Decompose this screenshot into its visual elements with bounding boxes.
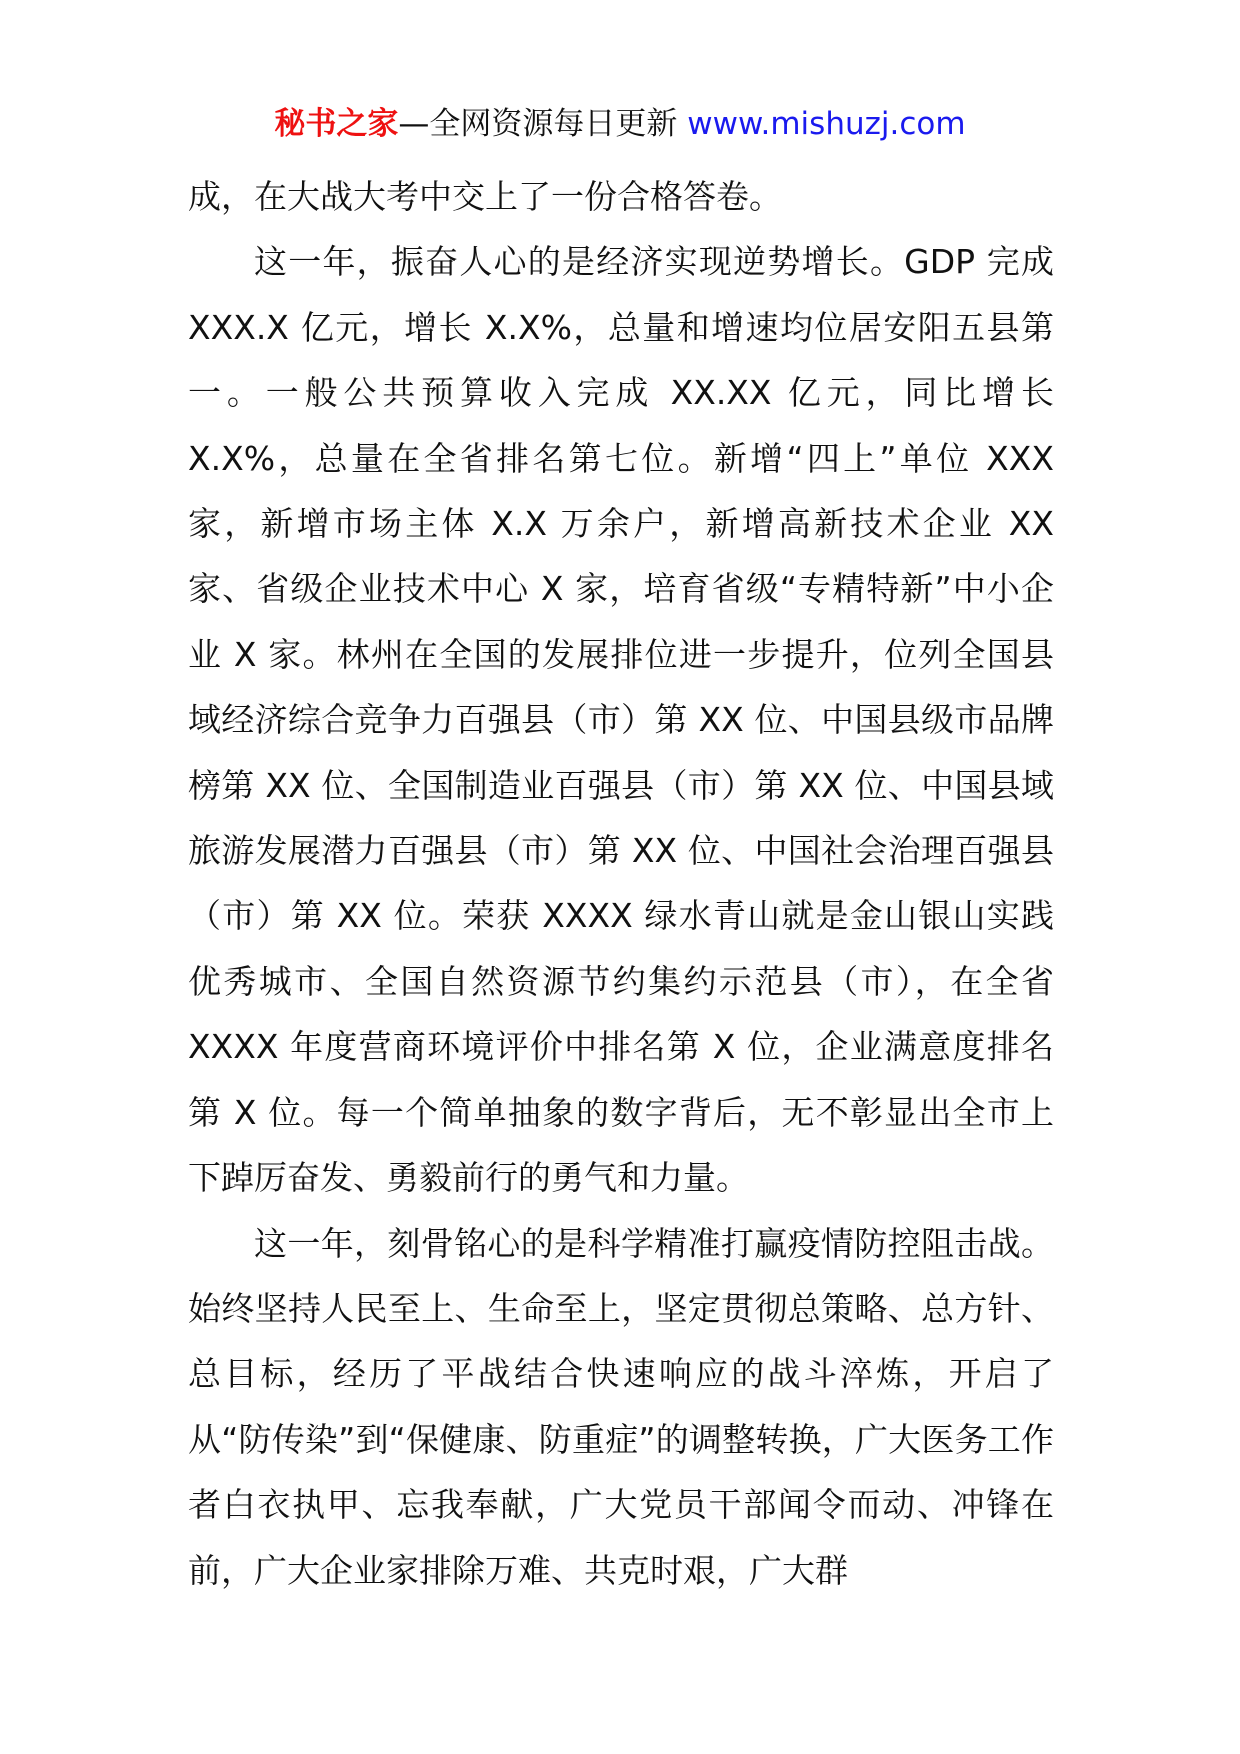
paragraph-epidemic: 这一年，刻骨铭心的是科学精准打赢疫情防控阻击战。始终坚持人民至上、生命至上，坚定贯彻总策略、总方针、总目标，经历了平战结合快速响应的战斗淬炼，开启了从“防传染”到“保健康、防重症”的调整转换，广大医务工作者白衣执甲、忘我奉献，广大党员干部闻令而动、冲锋在前，广大企业家排除万难、共克时艰，广大群 xyxy=(188,1223,1054,1590)
document-body xyxy=(188,164,1054,1603)
page-header xyxy=(0,102,1240,146)
header-tagline: —全网资源每日更新 xyxy=(398,106,678,142)
paragraph-economy: 这一年，振奋人心的是经济实现逆势增长。GDP 完成 XXX.X 亿元，增长 X.X%，总量和增速均位居安阳五县第一。一般公共预算收入完成 XX.XX 亿元，同比增长 X.X%，总量在全省排名第七位。新增“四上”单位 XXX 家，新增市场主体 X.X 万余户，新增高新技术企业 XX 家、省级企业技术中心 X 家，培育省级“专精特新”中小企业 X 家。林州在全国的发展排位进一步提升，位列全国县域经济综合竞争力百强县（市）第 XX 位、中国县级市品牌榜第 XX 位、全国制造业百强县（市）第 XX 位、中国县域旅游发展潜力百强县（市）第 XX 位、中国社会治理百强县（市）第 XX 位。荣获 XXXX 绿水青山就是金山银山实践优秀城市、全国自然资源节约集约示范县（市），在全省 XXXX 年度营商环境评价中排名第 X 位，企业满意度排名第 X 位。每一个简单抽象的数字背后，无不彰显出全市上下踔厉奋发、勇毅前行的勇气和力量。 xyxy=(188,242,1054,1198)
brand-name: 秘书之家 xyxy=(274,106,399,142)
paragraph-continuation: 成，在大战大考中交上了一份合格答卷。 xyxy=(188,177,782,216)
website-link[interactable]: www.mishuzj.com xyxy=(687,106,966,142)
